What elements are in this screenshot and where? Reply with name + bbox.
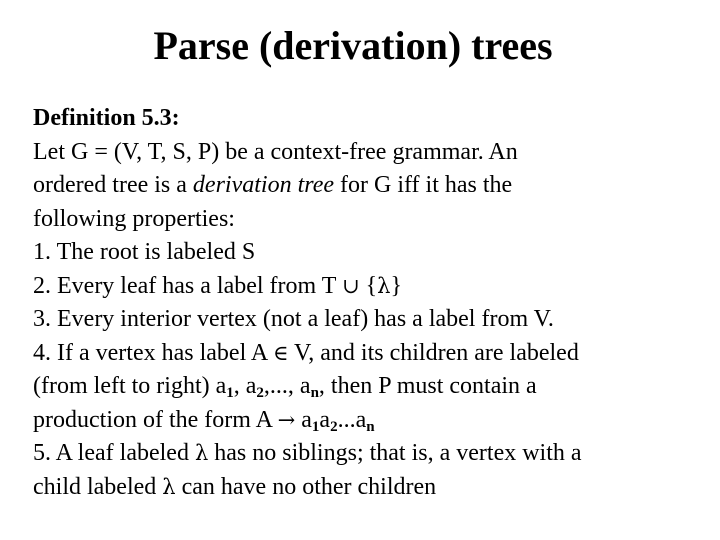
property-4-line-2 bbox=[33, 370, 703, 404]
intro-line-3: following properties: bbox=[33, 205, 235, 232]
intro-line-2-post: for G iff it has the bbox=[334, 172, 513, 198]
production-pre: production of the form A bbox=[33, 406, 278, 433]
production-dots: ...a bbox=[337, 406, 367, 433]
property-5-pre: 5. A leaf labeled bbox=[33, 440, 195, 466]
children-post: , then P must contain a bbox=[318, 373, 537, 399]
production-subscript-n: n bbox=[366, 418, 375, 435]
lambda-symbol: λ bbox=[162, 474, 176, 499]
production-subscript-2: 2 bbox=[330, 418, 338, 435]
definition-body bbox=[33, 102, 703, 504]
property-2-text: 2. Every leaf has a label from T bbox=[33, 272, 342, 299]
property-4-line-1 bbox=[33, 337, 703, 371]
intro-line-1: Let G = (V, T, S, P) be a context-free grammar. An bbox=[33, 138, 518, 165]
children-pre: (from left to right) a bbox=[33, 373, 227, 399]
production-subscript-1: 1 bbox=[311, 418, 320, 435]
property-5-line-1 bbox=[33, 437, 703, 471]
page-title: Parse (derivation) trees bbox=[153, 23, 553, 68]
property-5-line-2-post: can have no other children bbox=[175, 473, 437, 500]
brace-close: } bbox=[390, 272, 402, 299]
union-symbol: ∪ bbox=[342, 273, 360, 298]
intro-line-2 bbox=[33, 169, 703, 203]
property-1: 1. The root is labeled S bbox=[33, 239, 256, 265]
property-4-post: V, and its children are labeled bbox=[288, 339, 579, 366]
children-mid-1: , a bbox=[233, 373, 257, 399]
property-5-line-2 bbox=[33, 471, 703, 505]
property-5-line-2-pre: child labeled bbox=[33, 473, 163, 500]
property-4-pre: 4. If a vertex has label A bbox=[33, 339, 273, 366]
element-of-symbol: ∈ bbox=[272, 340, 289, 365]
subscript-2: 2 bbox=[256, 385, 264, 401]
property-5-post: has no siblings; that is, a vertex with a bbox=[208, 440, 582, 466]
property-2 bbox=[33, 270, 703, 304]
property-4-line-3 bbox=[33, 404, 703, 438]
property-3: 3. Every interior vertex (not a leaf) has a label from V. bbox=[33, 306, 554, 332]
lambda-symbol: λ bbox=[377, 273, 391, 298]
intro-line-2-pre: ordered tree is a bbox=[33, 172, 193, 198]
production-a2: a bbox=[319, 406, 331, 433]
subscript-n: n bbox=[310, 385, 319, 401]
definition-heading: Definition 5.3: bbox=[33, 105, 180, 131]
lambda-symbol: λ bbox=[194, 441, 209, 465]
brace-open: { bbox=[359, 272, 378, 299]
subscript-1: 1 bbox=[226, 385, 234, 401]
production-a1: a bbox=[295, 406, 312, 433]
derivation-tree-term: derivation tree bbox=[192, 172, 334, 198]
arrow-symbol: → bbox=[277, 407, 296, 432]
children-mid-2: ,..., a bbox=[263, 373, 311, 399]
